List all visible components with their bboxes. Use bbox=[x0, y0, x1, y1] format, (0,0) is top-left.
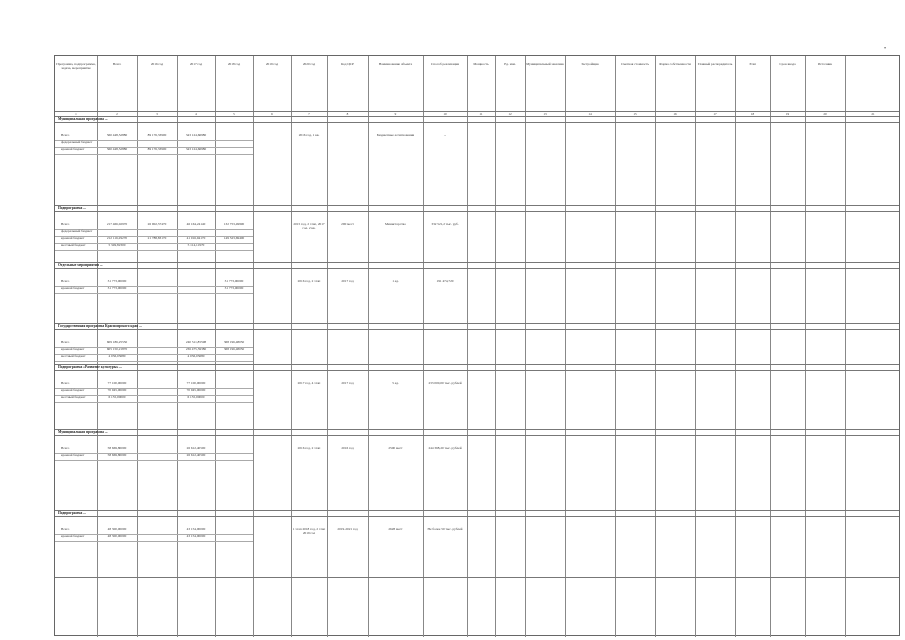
row-value bbox=[254, 140, 290, 147]
header-cell: Главный распорядитель bbox=[697, 62, 733, 66]
row-label: Всего bbox=[61, 527, 70, 531]
section-title: Государственная программа Красноярского края ... bbox=[58, 324, 142, 328]
row-line bbox=[55, 250, 253, 251]
row-value bbox=[254, 347, 290, 354]
column-divider bbox=[467, 56, 468, 637]
row-label: краевой бюджет bbox=[61, 347, 85, 351]
header-cell: Источник bbox=[818, 62, 832, 66]
row-value bbox=[369, 340, 422, 347]
column-number: 16 bbox=[673, 111, 677, 116]
row-value: 368 196,48050 bbox=[223, 347, 245, 351]
row-value: 46 164,24140 bbox=[186, 222, 206, 226]
section-title: Муниципальная программа ... bbox=[58, 117, 108, 121]
row-value: 89 176,33900 bbox=[147, 133, 167, 137]
header-cell: 2020 год bbox=[302, 62, 316, 66]
section-title: Муниципальная программа ... bbox=[58, 430, 108, 434]
column-number: 12 bbox=[508, 111, 512, 116]
row-line bbox=[55, 154, 253, 155]
row-value bbox=[328, 395, 367, 402]
row-value: 6 155,00000 bbox=[108, 395, 126, 399]
row-value bbox=[369, 347, 422, 354]
column-divider bbox=[770, 56, 771, 637]
row-value bbox=[254, 229, 290, 236]
column-number: 2 bbox=[116, 111, 118, 116]
row-value bbox=[424, 354, 466, 361]
row-value bbox=[424, 236, 466, 243]
section-line bbox=[55, 435, 899, 436]
row-value bbox=[292, 340, 326, 347]
row-value bbox=[292, 347, 326, 354]
row-value: 2015 год, 2 этап, 2017 год, 2 кв. bbox=[293, 222, 325, 229]
row-value bbox=[328, 453, 367, 460]
header-cell: Всего bbox=[112, 62, 122, 66]
row-label: краевой бюджет bbox=[61, 388, 85, 392]
row-value: 217 466,02970 bbox=[106, 222, 128, 226]
row-value bbox=[292, 534, 326, 541]
row-value bbox=[292, 453, 326, 460]
row-value: 343 124,66980 bbox=[185, 133, 207, 137]
row-value: 2017 год bbox=[341, 279, 354, 283]
row-value bbox=[328, 286, 367, 293]
column-number: 1 bbox=[75, 111, 77, 116]
row-value: 290 мест bbox=[341, 222, 354, 226]
row-value bbox=[328, 229, 367, 236]
row-value: 5 114,11970 bbox=[187, 243, 205, 247]
row-value bbox=[254, 534, 290, 541]
row-value: 6 155,00000 bbox=[187, 395, 205, 399]
row-value bbox=[424, 395, 466, 402]
column-number: 8 bbox=[346, 111, 349, 116]
row-value bbox=[424, 347, 466, 354]
column-divider bbox=[495, 56, 496, 637]
row-value: 70 945,00000 bbox=[107, 388, 127, 392]
row-value bbox=[254, 453, 290, 460]
row-value: 2628 мест bbox=[388, 527, 403, 531]
row-value: 31 773,00000 bbox=[224, 286, 244, 290]
header-cell: Программа, подпрограмма, задача, мероприятие bbox=[56, 62, 96, 70]
row-value bbox=[328, 388, 367, 395]
row-value bbox=[254, 388, 290, 395]
row-label: местный бюджет bbox=[61, 354, 86, 358]
column-divider bbox=[615, 56, 616, 637]
row-value bbox=[369, 229, 422, 236]
row-value bbox=[254, 133, 290, 140]
section-title: Отдельные мероприятия ... bbox=[58, 263, 103, 267]
row-value bbox=[424, 534, 466, 541]
row-value bbox=[369, 243, 422, 250]
header-cell: Сметная стоимость bbox=[620, 62, 650, 66]
row-line bbox=[55, 361, 253, 362]
row-label: Всего bbox=[61, 222, 70, 226]
column-number: 21 bbox=[871, 111, 875, 116]
row-value bbox=[254, 286, 290, 293]
row-value bbox=[369, 147, 422, 154]
row-value: 31 773,00000 bbox=[107, 279, 127, 283]
header-cell: Код ЦСР bbox=[341, 62, 354, 66]
row-value: 48 300,00000 bbox=[107, 527, 127, 531]
row-value: ... bbox=[443, 133, 447, 137]
section-title: Подпрограмма ... bbox=[58, 511, 86, 515]
row-value: 31 773,00000 bbox=[107, 286, 127, 290]
row-value bbox=[292, 140, 326, 147]
row-label: федеральный бюджет bbox=[61, 229, 93, 233]
row-value: 89 176,33900 bbox=[147, 147, 167, 151]
column-divider bbox=[565, 56, 566, 637]
row-value bbox=[292, 388, 326, 395]
header-cell: Наименование объекта bbox=[378, 62, 413, 66]
row-label: местный бюджет bbox=[61, 395, 86, 399]
row-value bbox=[292, 243, 326, 250]
header-cell: Срок ввода bbox=[779, 62, 796, 66]
row-value bbox=[424, 388, 466, 395]
row-value bbox=[254, 381, 290, 388]
header-cell: 2019 год bbox=[265, 62, 279, 66]
row-value: 2017 год bbox=[341, 381, 354, 385]
row-label: местный бюджет bbox=[61, 243, 86, 247]
row-value: 43 154,00000 bbox=[186, 534, 206, 538]
row-value: 2016 год, 2 этап bbox=[297, 446, 321, 450]
column-number: 5 bbox=[233, 111, 235, 116]
section-line bbox=[55, 211, 899, 212]
row-value: 132 753,49990 bbox=[223, 222, 245, 226]
column-number: 15 bbox=[633, 111, 637, 116]
column-divider bbox=[655, 56, 656, 637]
row-value bbox=[369, 286, 422, 293]
section-line bbox=[55, 268, 899, 269]
row-value: 26 612,40500 bbox=[186, 446, 206, 450]
column-number: 17 bbox=[713, 111, 717, 116]
row-value: 240 511,85598 bbox=[185, 340, 207, 344]
column-divider bbox=[845, 56, 846, 637]
row-value: 26 902,57470 bbox=[147, 222, 167, 226]
row-value bbox=[424, 147, 466, 154]
row-value: 48 300,00000 bbox=[107, 534, 127, 538]
row-value bbox=[369, 388, 422, 395]
row-value bbox=[424, 140, 466, 147]
row-label: краевой бюджет bbox=[61, 453, 85, 457]
column-number: 10 bbox=[443, 111, 447, 116]
row-line bbox=[55, 293, 253, 294]
row-label: краевой бюджет bbox=[61, 147, 85, 151]
header-cell: 2017 год bbox=[189, 62, 203, 66]
column-number: 3 bbox=[156, 111, 158, 116]
row-value bbox=[254, 354, 290, 361]
row-value: 2016 год, 1 кв. bbox=[298, 133, 320, 137]
row-value bbox=[292, 147, 326, 154]
row-value bbox=[369, 140, 422, 147]
row-value bbox=[328, 236, 367, 243]
row-value bbox=[328, 354, 367, 361]
row-value bbox=[424, 243, 466, 250]
row-value bbox=[328, 133, 367, 140]
row-line bbox=[55, 402, 253, 403]
row-value bbox=[369, 236, 422, 243]
row-value: 70 945,00000 bbox=[186, 388, 206, 392]
section-line bbox=[55, 329, 899, 330]
row-value bbox=[254, 243, 290, 250]
column-divider bbox=[735, 56, 736, 637]
row-label: краевой бюджет bbox=[61, 286, 85, 290]
row-line bbox=[55, 541, 253, 542]
row-value: 191 474,720 bbox=[436, 279, 454, 283]
row-label: Всего bbox=[61, 446, 70, 450]
column-number: 13 bbox=[543, 111, 547, 116]
row-label: краевой бюджет bbox=[61, 534, 85, 538]
row-value: 58 669,80000 bbox=[107, 453, 127, 457]
column-divider bbox=[525, 56, 526, 637]
row-value: 244 368,20 тыс. рублей bbox=[428, 446, 462, 450]
section-title: Подпрограмма ... bbox=[58, 206, 86, 210]
row-label: краевой бюджет bbox=[61, 236, 85, 240]
column-number: 4 bbox=[195, 111, 197, 116]
row-value bbox=[254, 236, 290, 243]
section-separator bbox=[55, 577, 899, 578]
row-label: Всего bbox=[61, 133, 70, 137]
corner-mark: • bbox=[884, 46, 887, 52]
column-number: 19 bbox=[785, 111, 790, 116]
section-line bbox=[55, 122, 899, 123]
section-line bbox=[55, 516, 899, 517]
header-cell: 2016 год bbox=[150, 62, 164, 66]
row-value: 4 036,03680 bbox=[108, 354, 126, 358]
header-cell: 2018 год bbox=[227, 62, 241, 66]
header-cell: Мощность bbox=[473, 62, 489, 66]
row-value bbox=[328, 243, 367, 250]
row-value: 1 этап 2018 год, 2 этап 2019 год bbox=[292, 527, 326, 534]
column-number: 9 bbox=[394, 111, 397, 116]
row-value: 343 124,66980 bbox=[185, 147, 207, 151]
row-value: 560 448,52880 bbox=[106, 147, 128, 151]
row-value bbox=[292, 354, 326, 361]
row-value: Бюджетные ассигнования bbox=[376, 133, 415, 137]
row-value: 332 521,2 тыс. руб. bbox=[431, 222, 459, 226]
row-value: 1 ед. bbox=[392, 279, 399, 283]
row-value bbox=[424, 286, 466, 293]
row-value bbox=[328, 534, 367, 541]
header-cell: Муниципальный заказчик bbox=[526, 62, 564, 66]
row-value bbox=[369, 534, 422, 541]
row-value bbox=[424, 340, 466, 347]
header-cell: Форма собственности bbox=[659, 62, 691, 66]
row-value bbox=[254, 395, 290, 402]
row-value: 149 323,69400 bbox=[223, 236, 245, 240]
row-value bbox=[254, 340, 290, 347]
column-number: 14 bbox=[588, 111, 592, 116]
row-value bbox=[369, 354, 422, 361]
row-value bbox=[254, 279, 290, 286]
row-value: 605 150,21870 bbox=[106, 347, 128, 351]
row-label: Всего bbox=[61, 381, 70, 385]
row-value: Не более 50 тыс. рублей bbox=[427, 527, 463, 531]
row-value: 5 ед. bbox=[392, 381, 399, 385]
row-value bbox=[328, 347, 367, 354]
row-value bbox=[292, 286, 326, 293]
row-value bbox=[254, 527, 290, 534]
row-value bbox=[292, 229, 326, 236]
row-value: 31 773,00000 bbox=[224, 279, 244, 283]
document-sheet bbox=[54, 55, 900, 636]
row-value: 58 669,80000 bbox=[107, 446, 127, 450]
row-value bbox=[254, 222, 290, 229]
row-label: федеральный бюджет bbox=[61, 140, 93, 144]
row-value: 43 154,00000 bbox=[186, 527, 206, 531]
header-cell: Этап bbox=[748, 62, 757, 66]
row-value bbox=[328, 147, 367, 154]
row-value: 77 100,00000 bbox=[107, 381, 127, 385]
row-value bbox=[424, 229, 466, 236]
row-value: 212 116,29270 bbox=[106, 236, 128, 240]
row-value: 2017 год, 4 этап bbox=[297, 381, 321, 385]
row-value bbox=[292, 236, 326, 243]
row-value bbox=[369, 453, 422, 460]
row-value: 5 349,82300 bbox=[108, 243, 126, 247]
row-label: Всего bbox=[61, 340, 70, 344]
row-value: 609 186,25550 bbox=[106, 340, 128, 344]
section-title: Подпрограмма «Развитие культуры» ... bbox=[58, 365, 122, 369]
row-value: 2500 мест bbox=[388, 446, 403, 450]
row-value bbox=[254, 147, 290, 154]
row-value bbox=[369, 395, 422, 402]
column-number: 6 bbox=[271, 111, 273, 116]
row-value: 2016 год bbox=[341, 446, 354, 450]
row-value: 560 448,52880 bbox=[106, 133, 128, 137]
row-value: 41 016,94170 bbox=[186, 236, 206, 240]
row-value bbox=[424, 453, 466, 460]
row-value: Министерство bbox=[385, 222, 406, 226]
row-value: 236 475,59380 bbox=[185, 347, 207, 351]
column-divider bbox=[805, 56, 806, 637]
row-value: 21 788,83170 bbox=[147, 236, 167, 240]
row-value: 2016 год, 2 этап bbox=[297, 279, 321, 283]
row-value: 26 612,40500 bbox=[186, 453, 206, 457]
row-value: 2019-2021 год bbox=[337, 527, 358, 531]
row-label: Всего bbox=[61, 279, 70, 283]
column-number: 11 bbox=[479, 111, 483, 116]
row-line bbox=[55, 460, 253, 461]
header-cell: Способ реализации bbox=[430, 62, 460, 66]
row-value bbox=[328, 140, 367, 147]
column-number: 18 bbox=[750, 111, 755, 116]
header-cell: Застройщик bbox=[581, 62, 599, 66]
row-value bbox=[292, 395, 326, 402]
row-value: 368 196,48050 bbox=[223, 340, 245, 344]
row-value bbox=[328, 340, 367, 347]
header-cell: Ед. изм. bbox=[504, 62, 516, 66]
column-number: 7 bbox=[308, 111, 310, 116]
row-value: 77 100,00000 bbox=[186, 381, 206, 385]
section-line bbox=[55, 370, 899, 371]
row-value: 233 000,00 тыс. рублей bbox=[428, 381, 462, 385]
row-value bbox=[254, 446, 290, 453]
column-number: 20 bbox=[823, 111, 827, 116]
column-divider bbox=[695, 56, 696, 637]
row-value: 4 036,03680 bbox=[187, 354, 205, 358]
